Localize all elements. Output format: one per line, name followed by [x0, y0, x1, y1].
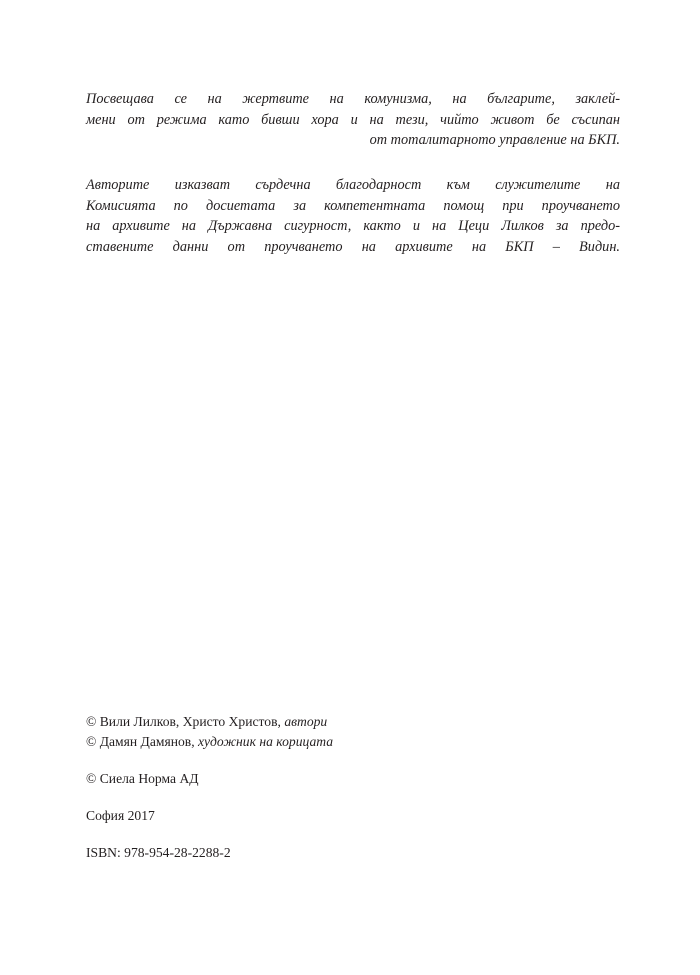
authors-names: © Вили Лилков, Христо Христов, [86, 714, 285, 729]
acknowledgement-line: Авторите изказват сърдечна благодарност към служителите на [86, 177, 620, 193]
copyright-cover-artist [86, 732, 333, 752]
artist-role: художник на корицата [198, 734, 334, 749]
copyright-publisher: © Сиела Норма АД [86, 771, 199, 786]
artist-name: © Дамян Дамянов, [86, 734, 199, 749]
dedication-line: от тоталитарното управление на БКП. [369, 132, 620, 148]
acknowledgement-line: на архивите на Държавна сигурност, както и на Цеци Лилков за предо- [86, 218, 620, 234]
isbn: ISBN: 978-954-28-2288-2 [86, 845, 231, 860]
publication-place-year: София 2017 [86, 808, 155, 823]
acknowledgement-paragraph [86, 175, 620, 257]
acknowledgement-line: ставените данни от проучването на архивите на БКП – Видин. [86, 238, 620, 255]
dedication-line: Посвещава се на жертвите на комунизма, на българите, заклей- [86, 91, 620, 107]
authors-role: автори [284, 714, 328, 729]
dedication-line: мени от режима като бивши хора и на тези, чийто живот бе съсипан [86, 111, 620, 128]
copyright-authors [86, 712, 327, 732]
dedication-paragraph [86, 89, 620, 151]
acknowledgement-line: Комисията по досиетата за компетентната помощ при проучването [86, 197, 620, 214]
